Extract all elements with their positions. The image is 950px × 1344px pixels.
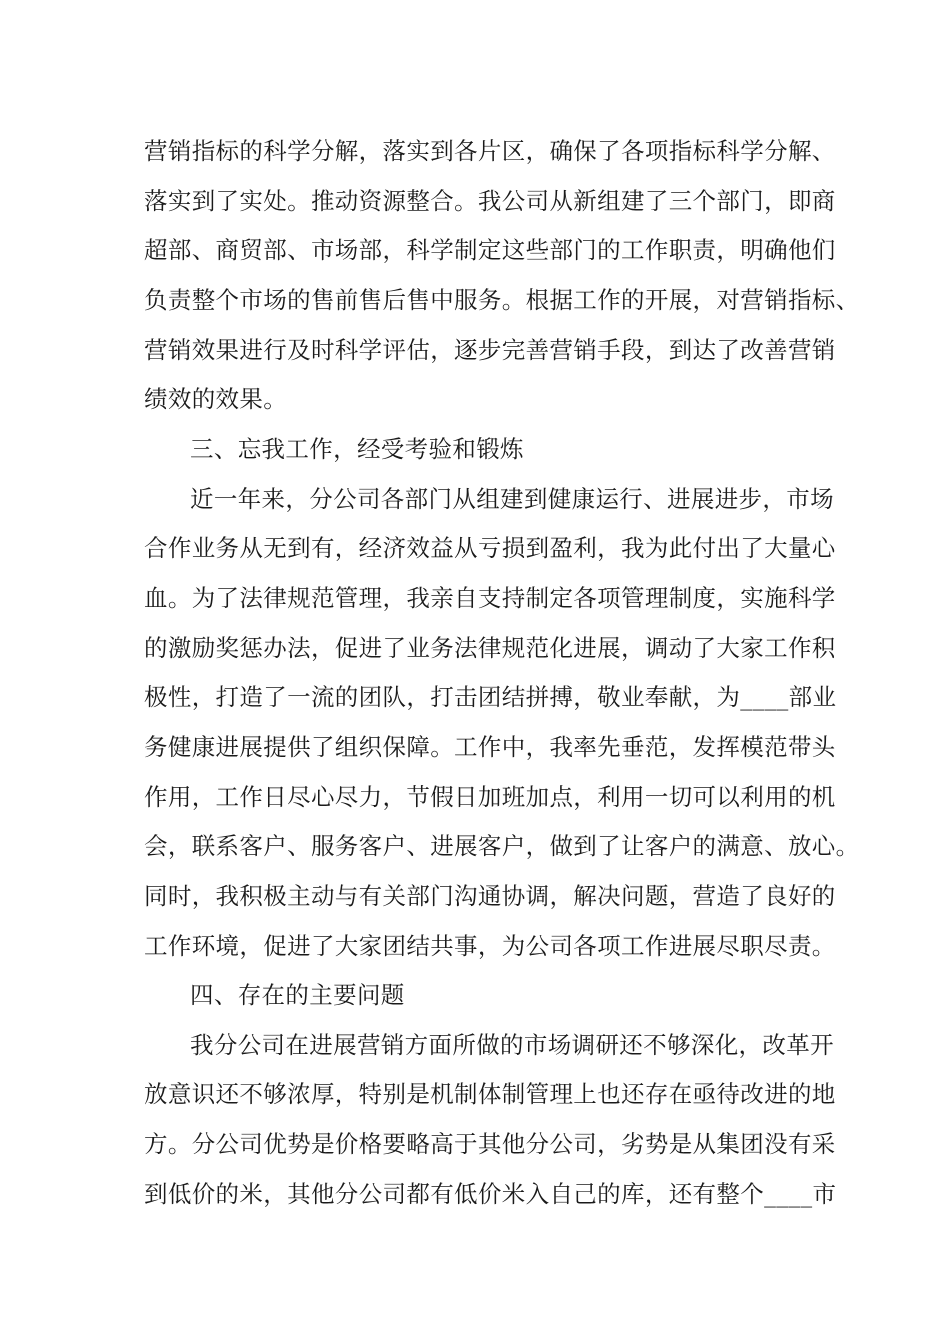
paragraph-line: 近一年来，分公司各部门从组建到健康运行、进展进步，市场 <box>190 485 834 513</box>
paragraph-line: 作用，工作日尽心尽力，节假日加班加点，利用一切可以利用的机 <box>144 783 836 811</box>
paragraph-line: 我分公司在进展营销方面所做的市场调研还不够深化，改革开 <box>190 1031 834 1059</box>
paragraph-line: 工作环境，促进了大家团结共事，为公司各项工作进展尽职尽责。 <box>144 932 836 960</box>
paragraph-line: 极性，打造了一流的团队，打击团结拼搏，敬业奉献，为____部业 <box>144 683 837 711</box>
paragraph-line: 的激励奖惩办法，促进了业务法律规范化进展，调动了大家工作积 <box>144 634 836 662</box>
paragraph-line: 会，联系客户、服务客户、进展客户，做到了让客户的满意、放心。 <box>144 832 860 860</box>
paragraph-line: 营销效果进行及时科学评估，逐步完善营销手段，到达了改善营销 <box>144 336 836 364</box>
paragraph-line: 落实到了实处。推动资源整合。我公司从新组建了三个部门，即商 <box>144 187 836 215</box>
paragraph-line: 超部、商贸部、市场部，科学制定这些部门的工作职责，明确他们 <box>144 236 836 264</box>
paragraph-line: 同时，我积极主动与有关部门沟通协调，解决问题，营造了良好的 <box>144 882 836 910</box>
paragraph-line: 血。为了法律规范管理，我亲自支持制定各项管理制度，实施科学 <box>144 584 836 612</box>
section-heading: 三、忘我工作，经受考验和锻炼 <box>190 435 524 463</box>
paragraph-line: 放意识还不够浓厚，特别是机制体制管理上也还存在亟待改进的地 <box>144 1080 836 1108</box>
paragraph-line: 营销指标的科学分解，落实到各片区，确保了各项指标科学分解、 <box>144 137 836 165</box>
paragraph-line: 负责整个市场的售前售后售中服务。根据工作的开展，对营销指标、 <box>144 286 860 314</box>
paragraph-line: 合作业务从无到有，经济效益从亏损到盈利，我为此付出了大量心 <box>144 534 836 562</box>
paragraph-line: 务健康进展提供了组织保障。工作中，我率先垂范，发挥模范带头 <box>144 733 836 761</box>
paragraph-line: 绩效的效果。 <box>144 385 288 413</box>
paragraph-line: 方。分公司优势是价格要略高于其他分公司，劣势是从集团没有采 <box>144 1130 836 1158</box>
paragraph-line: 到低价的米，其他分公司都有低价米入自己的库，还有整个____市 <box>144 1180 837 1208</box>
section-heading: 四、存在的主要问题 <box>190 981 405 1009</box>
